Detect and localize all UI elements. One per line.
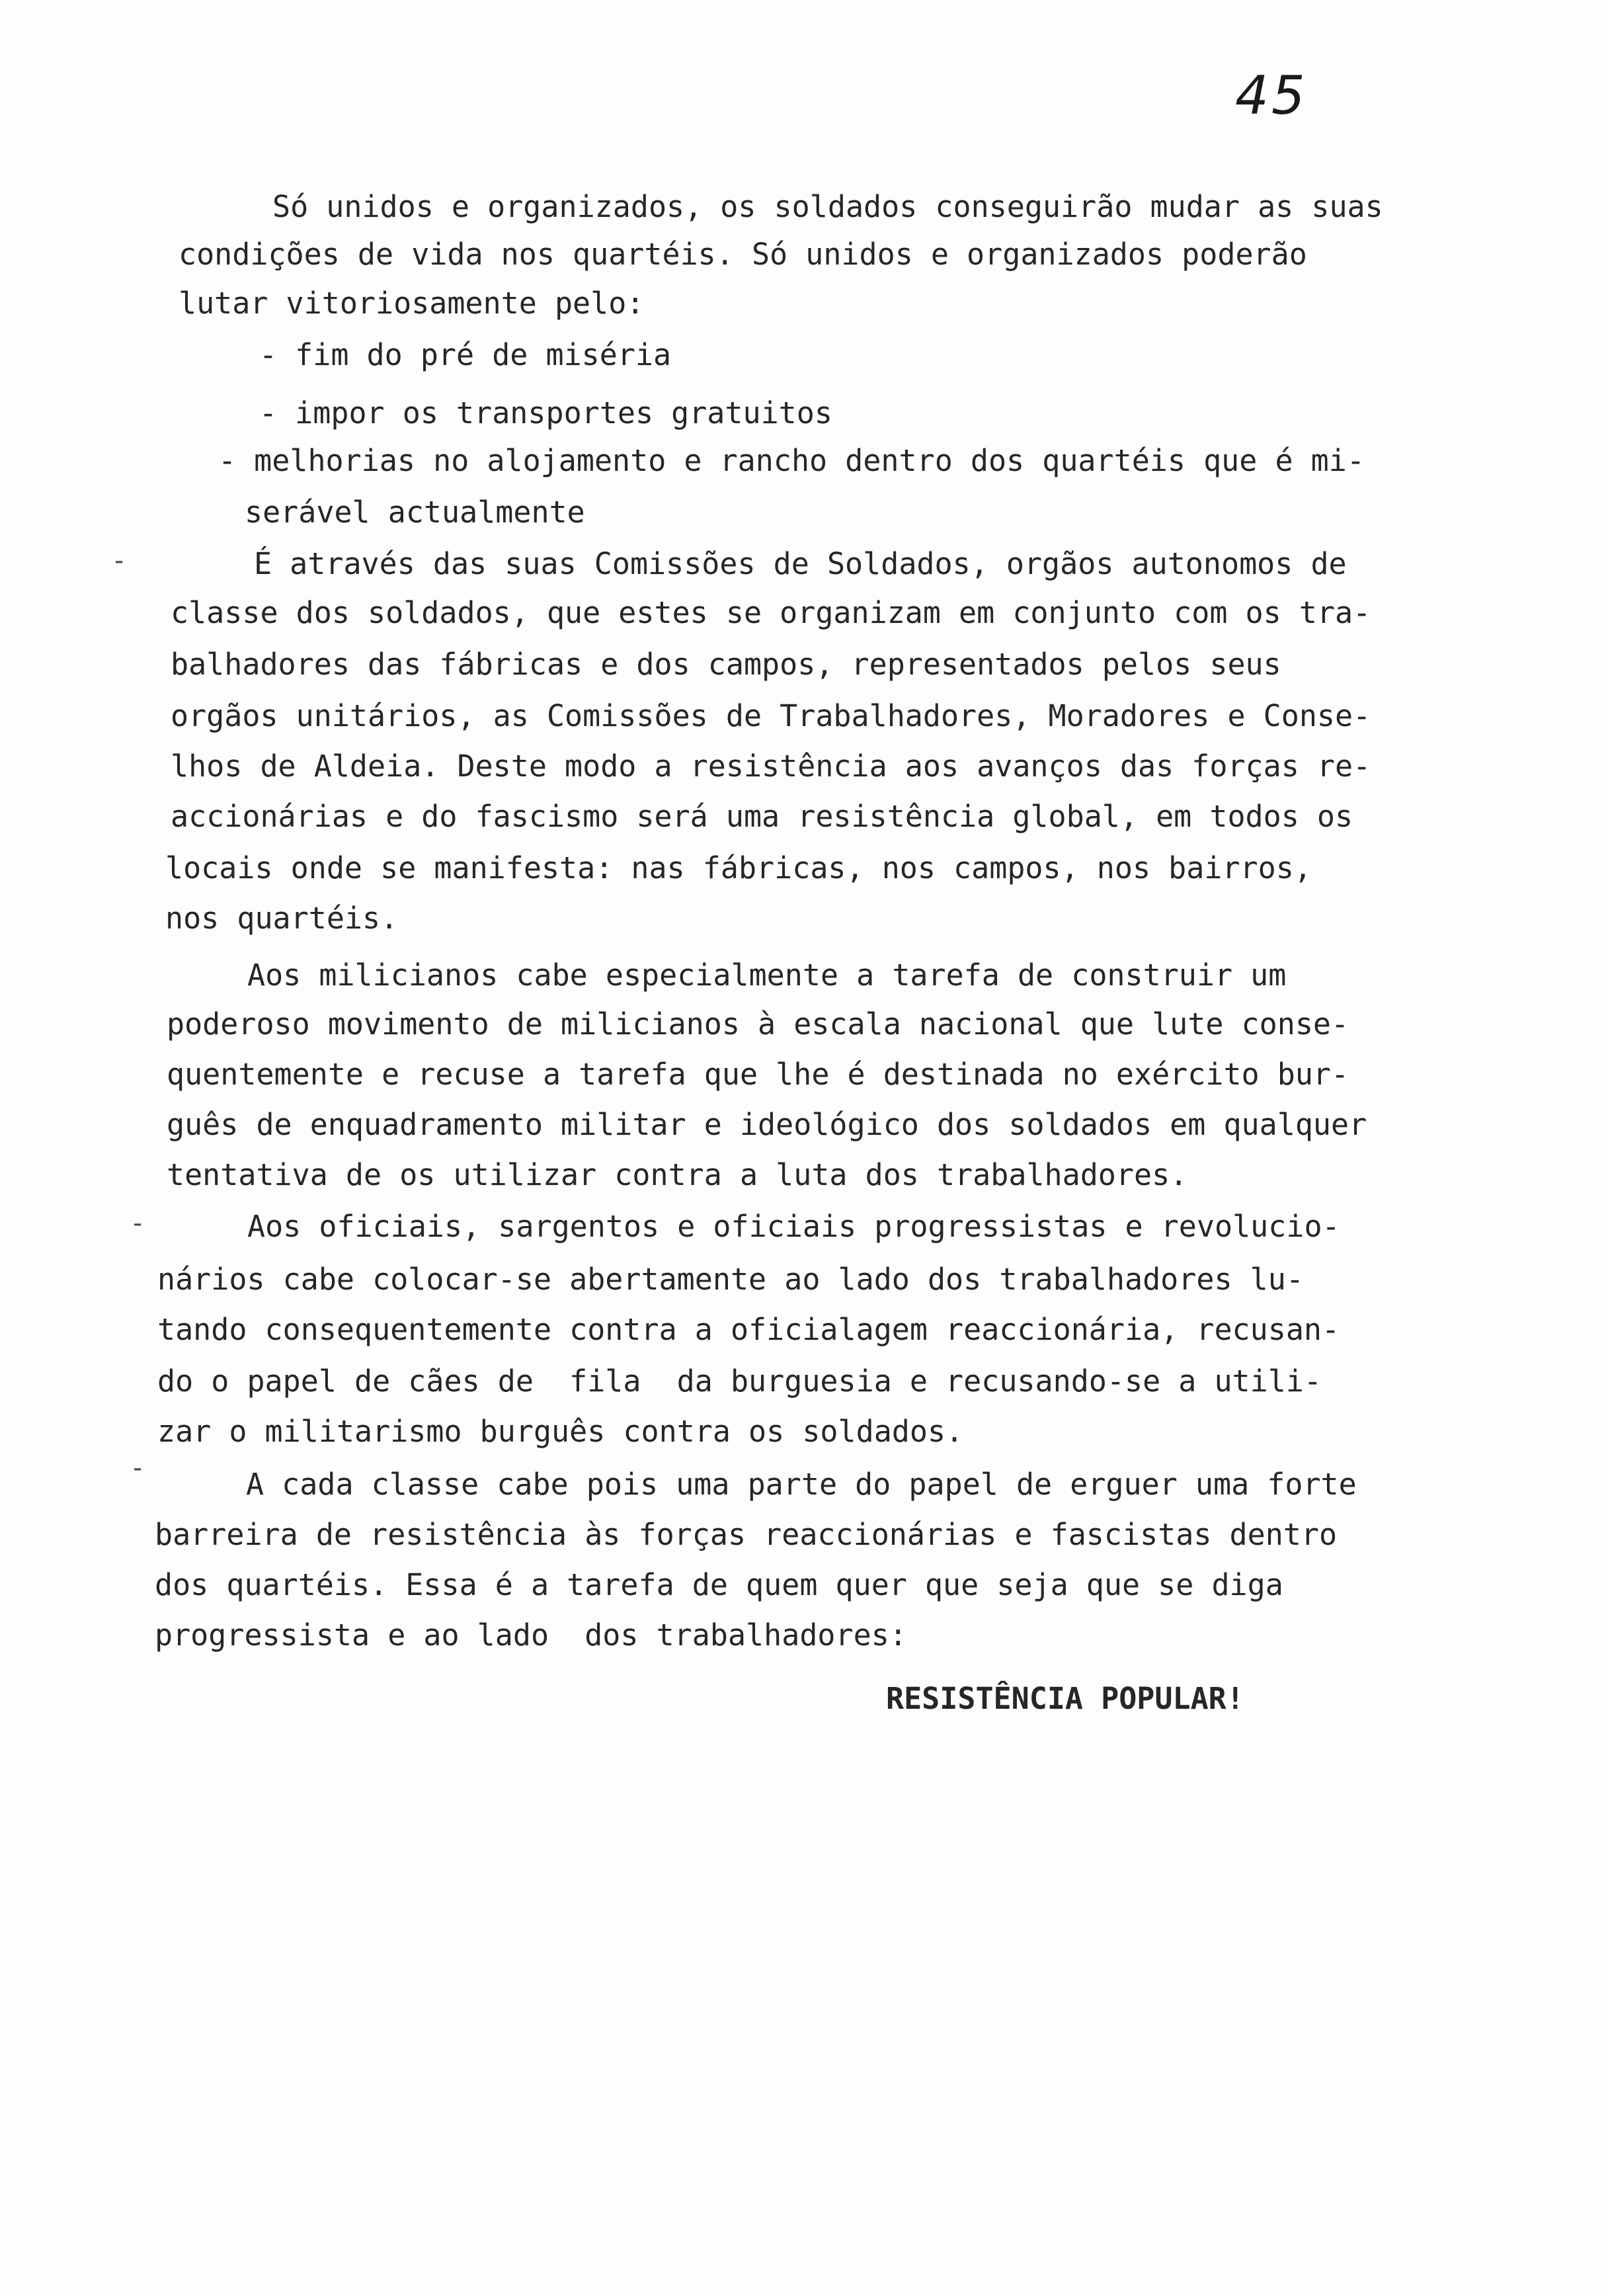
text-line: Aos oficiais, sargentos e oficiais progressistas e revolucio- xyxy=(247,1209,1340,1244)
text-line: do o papel de cães de fila da burguesia e recusando-se a utili- xyxy=(157,1364,1322,1399)
text-line: Aos milicianos cabe especialmente a tarefa de construir um xyxy=(247,958,1287,993)
text-line: nos quartéis. xyxy=(165,901,399,936)
signature: RESISTÊNCIA POPULAR! xyxy=(886,1681,1244,1716)
text-line: tando consequentemente contra a oficialagem reaccionária, recusan- xyxy=(157,1312,1340,1347)
text-line: tentativa de os utilizar contra a luta dos trabalhadores. xyxy=(167,1157,1188,1192)
text-line: serável actualmente xyxy=(245,495,585,530)
page-number: 45 xyxy=(1235,65,1308,126)
margin-dash: - xyxy=(130,1453,146,1483)
text-line: balhadores das fábricas e dos campos, representados pelos seus xyxy=(171,647,1281,682)
list-item: - melhorias no alojamento e rancho dentro dos quartéis que é mi- xyxy=(218,443,1365,478)
text-line: barreira de resistência às forças reaccionárias e fascistas dentro xyxy=(155,1517,1338,1552)
text-line: poderoso movimento de milicianos à escala nacional que lute conse- xyxy=(167,1006,1349,1042)
text-line: É através das suas Comissões de Soldados, orgãos autonomos de xyxy=(254,546,1347,581)
text-line: progressista e ao lado dos trabalhadores: xyxy=(155,1618,907,1653)
text-line: accionárias e do fascismo será uma resistência global, em todos os xyxy=(171,799,1353,834)
text-line: classe dos soldados, que estes se organizam em conjunto com os tra- xyxy=(171,595,1371,630)
text-line: A cada classe cabe pois uma parte do papel de erguer uma forte xyxy=(246,1467,1357,1502)
text-line: condições de vida nos quartéis. Só unidos e organizados poderão xyxy=(179,237,1307,272)
list-item: - fim do pré de miséria xyxy=(259,337,672,372)
text-line: quentemente e recuse a tarefa que lhe é destinada no exército bur- xyxy=(167,1057,1349,1092)
text-line: lhos de Aldeia. Deste modo a resistência aos avanços das forças re- xyxy=(171,749,1371,784)
list-item: - impor os transportes gratuitos xyxy=(259,395,832,430)
margin-dash: - xyxy=(130,1208,146,1239)
text-line: orgãos unitários, as Comissões de Trabalhadores, Moradores e Conse- xyxy=(171,698,1371,733)
margin-dash: - xyxy=(111,546,128,576)
text-line: zar o militarismo burguês contra os soldados. xyxy=(157,1414,964,1449)
text-line: lutar vitoriosamente pelo: xyxy=(179,286,645,321)
text-line: Só unidos e organizados, os soldados conseguirão mudar as suas xyxy=(272,189,1383,224)
text-line: guês de enquadramento militar e ideológico dos soldados em qualquer xyxy=(167,1107,1367,1142)
text-line: dos quartéis. Essa é a tarefa de quem quer que seja que se diga xyxy=(155,1567,1283,1602)
text-line: nários cabe colocar-se abertamente ao lado dos trabalhadores lu- xyxy=(157,1262,1304,1297)
text-line: locais onde se manifesta: nas fábricas, nos campos, nos bairros, xyxy=(165,850,1312,885)
